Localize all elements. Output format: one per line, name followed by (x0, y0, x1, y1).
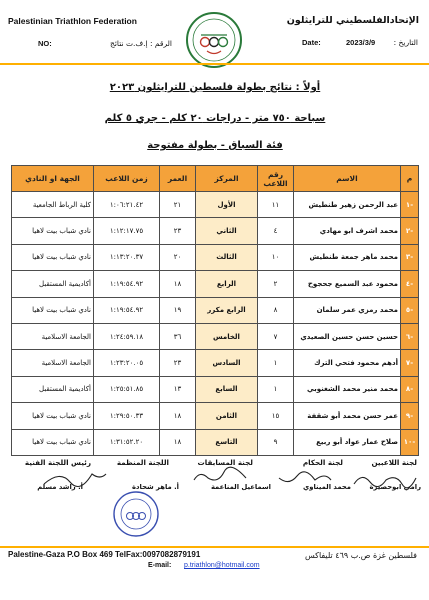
age: ٢١ (160, 192, 196, 218)
bib-number: ١ (258, 350, 294, 376)
finish-time: ١:٢٣:٢٠.٠٥ (94, 350, 160, 376)
placing: السابع (196, 376, 258, 402)
athlete-name: عبد الرحمن زهير طنطيش (294, 192, 401, 218)
club-name: الجامعة الاسلامية (12, 323, 94, 349)
placing: الأول (196, 192, 258, 218)
committee-referees: لجنة الحكام (302, 458, 343, 467)
age: ١٨ (160, 403, 196, 429)
athlete-name: محمد اشرف ابو مهادي (294, 218, 401, 244)
org-name-en: Palestinian Triathlon Federation (8, 16, 137, 26)
table-row (12, 350, 419, 376)
footer-address-ar: فلسطين غزة ص.ب ٤٦٩ تليفاكس (304, 551, 417, 560)
header-rule (0, 63, 429, 65)
bib-number: ٩ (258, 429, 294, 455)
table-row (12, 403, 419, 429)
email-link[interactable]: p.triathlon@hotmail.com (184, 562, 260, 569)
age: ٢٠ (160, 244, 196, 270)
signature-scribble-icon (275, 468, 335, 488)
finish-time: ١:١٩:٥٤.٩٢ (94, 297, 160, 323)
committee-organizing: اللجنة المنظمة (116, 458, 169, 467)
date-label-ar: التاريخ : (393, 38, 418, 47)
bib-number: ٢ (258, 271, 294, 297)
signature-scribble-icon (350, 470, 420, 490)
ref-no-label: NO: (38, 39, 52, 48)
finish-time: ١:٠٦:٢١.٤٢ (94, 192, 160, 218)
table-header-row (12, 166, 419, 192)
age: ١٨ (160, 271, 196, 297)
club-name: نادي شباب بيت لاهيا (12, 403, 94, 429)
race-distances: سباحة ٧٥٠ متر - دراجات ٢٠ كلم - جري ٥ كلم (104, 113, 326, 124)
results-table (11, 165, 419, 456)
bib-number: ٨ (258, 297, 294, 323)
committee-competitions: لجنة المسابقات (197, 458, 253, 467)
committee-players: لجنة اللاعبين (371, 458, 417, 467)
placing: الخامس (196, 323, 258, 349)
ref-label-ar: الرقم : إ.ف.ت نتائج (110, 39, 173, 48)
athlete-name: صلاح عمار عواد أبو ربيع (294, 429, 401, 455)
placing: الرابع (196, 271, 258, 297)
age: ٢٣ (160, 218, 196, 244)
col-header-place: المركز (196, 166, 258, 192)
placing: الثالث (196, 244, 258, 270)
col-header-index: م (401, 166, 419, 192)
bib-number: ١٥ (258, 403, 294, 429)
table-row (12, 192, 419, 218)
email-label: E-mail: (148, 562, 172, 569)
bib-number: ٧ (258, 323, 294, 349)
signer-competitions: اسماعيل المناعمة (210, 483, 271, 491)
signer-players: رامي ابوحصيرة (369, 483, 421, 491)
row-index: -٦ (401, 323, 419, 349)
row-index: -٩ (401, 403, 419, 429)
club-name: نادي شباب بيت لاهيا (12, 218, 94, 244)
age: ١٣ (160, 376, 196, 402)
athlete-name: محمد منير محمد الشغنوبي (294, 376, 401, 402)
age: ١٨ (160, 429, 196, 455)
footer-address-en: Palestine-Gaza P.O Box 469 TelFax:0097082879191 (8, 550, 201, 559)
col-header-bib: رقم اللاعب (258, 166, 294, 192)
federation-logo-icon (185, 11, 243, 69)
club-name: نادي شباب بيت لاهيا (12, 429, 94, 455)
club-name: نادي شباب بيت لاهيا (12, 244, 94, 270)
col-header-club: الجهة او النادي (12, 166, 94, 192)
race-category: فئة السباق - بطولة مفتوحة (147, 140, 283, 151)
athlete-name: محمد رمزي عمر سلمان (294, 297, 401, 323)
athlete-name: حسين حسن حسين الصعيدي (294, 323, 401, 349)
row-index: -٨ (401, 376, 419, 402)
finish-time: ١:٣١:٥٢.٢٠ (94, 429, 160, 455)
table-row (12, 271, 419, 297)
placing: السادس (196, 350, 258, 376)
placing: الرابع مكرر (196, 297, 258, 323)
bib-number: ١١ (258, 192, 294, 218)
placing: الثامن (196, 403, 258, 429)
age: ١٩ (160, 297, 196, 323)
bib-number: ١٠ (258, 244, 294, 270)
finish-time: ١:١٢:١٧.٧٥ (94, 218, 160, 244)
age: ٣٦ (160, 323, 196, 349)
row-index: -٤ (401, 271, 419, 297)
table-row (12, 244, 419, 270)
row-index: -٣ (401, 244, 419, 270)
table-row (12, 297, 419, 323)
col-header-time: زمن اللاعب (94, 166, 160, 192)
athlete-name: محمود عبد السميع جحجوح (294, 271, 401, 297)
table-row (12, 218, 419, 244)
results-title: أولاً : نتائج بطولة فلسطين للترايثلون ٢٠٢٣ (109, 82, 321, 93)
date-label-en: Date: (302, 38, 321, 47)
placing: الثاني (196, 218, 258, 244)
bib-number: ٤ (258, 218, 294, 244)
signature-scribble-icon (190, 466, 250, 486)
finish-time: ١:٢٤:٥٩.١٨ (94, 323, 160, 349)
signer-referees: محمد الميناوي (303, 483, 351, 491)
placing: التاسع (196, 429, 258, 455)
table-row (12, 323, 419, 349)
athlete-name: محمد ماهر جمعة طنطيش (294, 244, 401, 270)
club-name: كلية الرباط الجامعية (12, 192, 94, 218)
finish-time: ١:١٣:٢٠.٣٧ (94, 244, 160, 270)
club-name: نادي شباب بيت لاهيا (12, 297, 94, 323)
col-header-name: الاسم (294, 166, 401, 192)
row-index: -٧ (401, 350, 419, 376)
signature-scribble-icon (40, 468, 110, 490)
row-index: -١٠ (401, 429, 419, 455)
club-name: أكاديمية المستقبل (12, 271, 94, 297)
finish-time: ١:٢٥:٥١.٨٥ (94, 376, 160, 402)
row-index: -٢ (401, 218, 419, 244)
club-name: الجامعة الاسلامية (12, 350, 94, 376)
signer-organizing: أ. ماهر شحادة (132, 483, 179, 491)
date-value: 2023/3/9 (346, 38, 376, 47)
finish-time: ١:٢٩:٥٠.٣٣ (94, 403, 160, 429)
footer-rule (0, 546, 429, 548)
athlete-name: عمر حسن محمد أبو شقفة (294, 403, 401, 429)
table-row (12, 376, 419, 402)
club-name: أكاديمية المستقبل (12, 376, 94, 402)
bib-number: ١ (258, 376, 294, 402)
row-index: -٥ (401, 297, 419, 323)
table-row (12, 429, 419, 455)
official-stamp-icon (112, 490, 160, 538)
col-header-age: العمر (160, 166, 196, 192)
signer-technical-head: أ. راشد مسلم (37, 483, 83, 491)
finish-time: ١:١٩:٥٤.٩٢ (94, 271, 160, 297)
committee-technical-head: رئيس اللجنة الفنية (24, 458, 91, 467)
row-index: -١ (401, 192, 419, 218)
age: ٢٣ (160, 350, 196, 376)
org-name-ar: الإتحادالفلسطيني للترايثلون (286, 15, 419, 26)
athlete-name: أدهم محمود فتحي الترك (294, 350, 401, 376)
